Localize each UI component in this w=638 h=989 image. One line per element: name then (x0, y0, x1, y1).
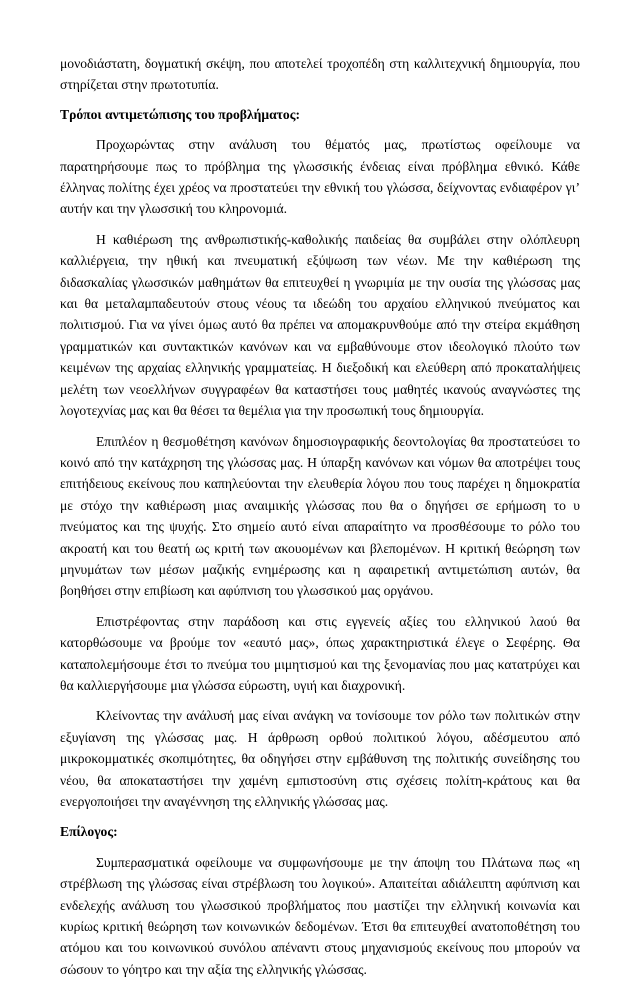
body-paragraph: Επιπλέον η θεσμοθέτηση κανόνων δημοσιογραφικής δεοντολογίας θα προστατεύσει το κοινό από την κατάχρηση της γλώσσας μας. Η ύπαρξη κανόνων και νόμων θα αποτρέψει τους επιτήδειους εκείνους που καπηλεύονται την ελευθερία λόγου που τους παρέχει η δημοκρατία με στόχο την καθιέρωση μιας αναιμικής γλώσσας που θα ο δηγήσει σε ερήμωση το υ πνεύματος και της ψυχής. Στο σημείο αυτό είναι απαραίτητο να προσθέσουμε το ρόλο του ακροατή και του θεατή ως κριτή των ακουομένων και βλεπομένων. Η κριτική θεώρηση των μηνυμάτων των μέσων μαζικής ενημέρωσης και η αφαιρετική αντιμετώπιση αυτών, θα βοηθήσει στην επιβίωση και αφύπνιση του γλωσσικού μας οργάνου. (60, 433, 580, 599)
document-page (60, 53, 580, 989)
body-paragraph: Κλείνοντας την ανάλυσή μας είναι ανάγκη να τονίσουμε τον ρόλο των πολιτικών στην εξυγίανση της γλώσσας μας. Η άρθρωση ορθού πολιτικού λόγου, αδέσμευτου από μικροκομματικές σκοπιμότητες, θα οδηγήσει στην εμβάθυνση της πολιτικής συνείδησης του νέου, θα αποκαταστήσει την χαμένη εμπιστοσύνη στις σχέσεις πολίτη-κράτους και θα ενεργοποιήσει την αναγέννηση της ελληνικής γλώσσας μας. (60, 708, 580, 809)
section-heading-solutions: Τρόποι αντιμετώπισης του προβλήματος: (60, 106, 300, 122)
body-paragraph: Προχωρώντας στην ανάλυση του θέματός μας, πρωτίστως οφείλουμε να παρατηρήσουμε πως το πρόβλημα της γλωσσικής ένδειας είναι πρόβλημα εθνικό. Κάθε έλληνας πολίτης έχει χρέος να προστατεύει την εθνική του γλώσσα, δείχνοντας ενδιαφέρον γι’ αυτήν και την γλωσσική του κληρονομιά. (60, 137, 580, 217)
epilogue-paragraph: Συμπερασματικά οφείλουμε να συμφωνήσουμε με την άποψη του Πλάτωνα πως «η στρέβλωση της γλώσσας είναι στρέβλωση του λογικού». Απαιτείται αδιάλειπτη αφύπνιση και ενδελεχής ανάλυση του γλωσσικού προβλήματος που μαστίζει την ελληνική κοινωνία και κυρίως κριτική θεώρηση των κοινωνικών δεδομένων. Έτσι θα επιτευχθεί ανατοποθέτηση του ατόμου και του κοινωνικού συνόλου απέναντι στους μηχανισμούς εκείνους που μπορούν να σώσουν το γόητρο και την αξία της ελληνικής γλώσσας. (60, 854, 580, 977)
body-paragraph: Η καθιέρωση της ανθρωπιστικής-καθολικής παιδείας θα συμβάλει στην ολόπλευρη καλλιέργεια, την ηθική και πνευματική εξύψωση των νέων. Με την καθιέρωση της διδασκαλίας γλωσσικών μαθημάτων θα επιτευχθεί η γνωριμία με την ουσία της γλώσσας μας και θα μεταλαμπαδευτούν στους νέους τα ιδεώδη του αρχαίου ελληνικού πνεύματος και πολιτισμού. Για να γίνει όμως αυτό θα πρέπει να απομακρυνθούμε από την στείρα εκμάθηση γραμματικών και συντακτικών κανόνων και να εμβαθύνουμε στον ιδεολογικό πλούτο των κειμένων της αρχαίας ελληνικής γραμματείας. Η διεξοδική και ελεύθερη από προκαταλήψεις μελέτη των νεοελλήνων συγγραφέων θα καταστήσει τους μαθητές ικανούς αναγνώστες της λογοτεχνίας μας και θα θέσει τα θεμέλια για την προσωπική τους δημιουργία. (60, 231, 580, 419)
intro-paragraph: μονοδιάστατη, δογματική σκέψη, που αποτελεί τροχοπέδη στη καλλιτεχνική δημιουργία, που στηρίζεται στην πρωτοτυπία. (60, 56, 580, 93)
body-paragraph: Επιστρέφοντας στην παράδοση και στις εγγενείς αξίες του ελληνικού λαού θα κατορθώσουμε να βρούμε τον «εαυτό μας», όπως χαρακτηριστικά έλεγε ο Σεφέρης. Θα καταπολεμήσουμε έτσι το πνεύμα του μιμητισμού και της ξενομανίας που μας κατατρύχει και θα καλλιεργήσουμε μια γλώσσα εύρωστη, υγιή και διαχρονική. (60, 613, 580, 693)
section-heading-epilogue: Επίλογος: (60, 824, 118, 840)
